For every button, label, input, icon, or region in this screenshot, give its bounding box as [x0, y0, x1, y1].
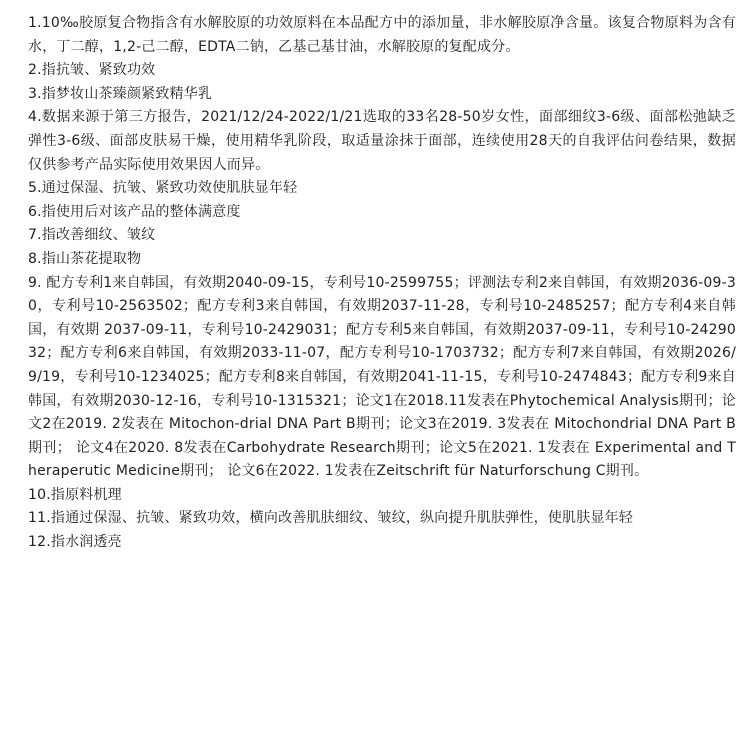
footnote-11: 11.指通过保湿、抗皱、紧致功效，横向改善肌肤细纹、皱纹，纵向提升肌肤弹性，使肌肤显年轻	[28, 510, 634, 527]
footnote-10: 10.指原料机理	[28, 486, 122, 503]
footnote-7: 7.指改善细纹、皱纹	[28, 227, 156, 244]
footnote-3: 3.指梦妆山茶臻颜紧致精华乳	[28, 85, 213, 102]
footnote-6: 6.指使用后对该产品的整体满意度	[28, 203, 241, 220]
footnotes-list	[28, 12, 736, 555]
footnote-4: 4.数据来源于第三方报告，2021/12/24-2022/1/21选取的33名28-50岁女性，面部细纹3-6级、面部松弛缺乏弹性3-6级、面部皮肤易干燥，使用精华乳阶段，取适量涂抹于面部，连续使用28天的自我评估问卷结果，数据仅供参考产品实际使用效果因人而异。	[28, 109, 736, 173]
footnote-12: 12.指水润透亮	[28, 534, 122, 551]
footnote-1: 1.10‰胶原复合物指含有水解胶原的功效原料在本品配方中的添加量，非水解胶原净含量。该复合物原料为含有水，丁二醇，1,2-己二醇，EDTA二钠，乙基己基甘油，水解胶原的复配成分。	[28, 15, 736, 55]
footnote-2: 2.指抗皱、紧致功效	[28, 62, 156, 79]
footnote-5: 5.通过保湿、抗皱、紧致功效使肌肤显年轻	[28, 180, 298, 197]
footnote-9: 9. 配方专利1来自韩国，有效期2040-09-15，专利号10-2599755；评测法专利2来自韩国，有效期2036-09-30，专利号10-2563502；配方专利3来自韩国，有效期2037-11-28，专利号10-2485257；配方专利4来自韩国，有效期 2037-09-11，专利号10-2429031；配方专利5来自韩国，有效期2037-09-11，专利号10-2429032；配方专利6来自韩国，有效期2033-11-07，配方专利号10-1703732；配方专利7来自韩国，有效期2026/9/19，专利号10-1234025；配方专利8来自韩国，有效期2041-11-15，专利号10-2474843；配方专利9来自韩国，有效期2030-12-16，专利号10-1315321；论文1在2018.11发表在Phytochemical Analysis期刊；论文2在2019. 2发表在 Mitochon-drial DNA Part B期刊；论文3在2019. 3发表在 Mitochondrial DNA Part B期刊； 论文4在2020. 8发表在Carbohydrate Research期刊；论文5在2021. 1发表在 Experimental and Theraperutic Medicine期刊； 论文6在2022. 1发表在Zeitschrift für Naturforschung C期刊。	[28, 274, 736, 480]
footnote-8: 8.指山茶花提取物	[28, 250, 142, 267]
